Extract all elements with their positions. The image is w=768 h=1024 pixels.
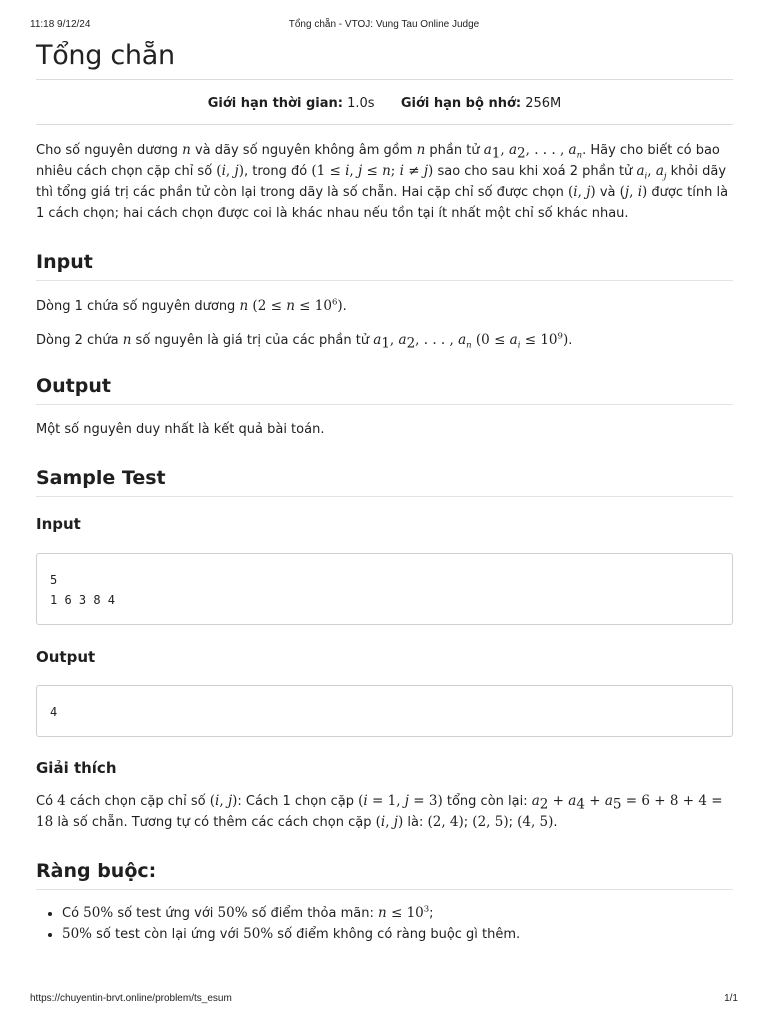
print-page-number: 1/1	[724, 993, 738, 1004]
constraints-list	[36, 903, 733, 945]
constraints-heading: Ràng buộc:	[36, 860, 733, 890]
problem-statement: Cho số nguyên dương n và dãy số nguyên không âm gồm n phần tử $a_1$, $a_2$, . . . , $a_n$. Hãy cho biết có bao nhiêu cách chọn cặp chỉ số (i, j), trong đó (1 ≤ i, j ≤ n; i ≠ j) sao cho sau khi xoá 2 phần tử $a_i$, $a_j$ khỏi dãy thì tổng giá trị các phần tử còn lại trong dãy là số chẵn. Hai cặp chỉ số được chọn (i, j) và (j, i) được tính là 1 cách chọn; hai cách chọn được coi là khác nhau nếu tồn tại ít nhất một chỉ số khác nhau.	[36, 142, 729, 221]
time-limit-value: 1.0s	[347, 96, 375, 111]
sample-test-heading: Sample Test	[36, 467, 733, 497]
print-footer	[30, 993, 738, 1007]
print-header	[30, 19, 738, 33]
constraint-item: • 50% số test còn lại ứng với 50% số điểm không có ràng buộc gì thêm.	[62, 924, 733, 945]
time-limit-label: Giới hạn thời gian:	[207, 96, 343, 111]
sample-input-box[interactable]: 5 1 6 3 8 4	[36, 553, 733, 625]
output-description: Một số nguyên duy nhất là kết quả bài toán.	[36, 422, 325, 437]
memory-limit-label: Giới hạn bộ nhớ:	[400, 96, 522, 111]
sample-output-label: Output	[36, 648, 96, 666]
problem-limits	[36, 80, 733, 125]
constraint-item: • Có 50% số test ứng với 50% số điểm thỏa mãn: $n \le 10^3$;	[62, 903, 733, 924]
input-heading: Input	[36, 251, 733, 281]
problem-content	[36, 36, 733, 945]
print-url[interactable]: https://chuyentin-brvt.online/problem/ts_esum	[30, 993, 232, 1004]
problem-title: Tổng chẵn	[36, 36, 733, 80]
input-line-2: Dòng 2 chứa n số nguyên là giá trị của các phần tử $a_1$, $a_2$, . . . , $a_n$ $(0 \le a_i \le 10^9)$.	[36, 331, 573, 352]
input-line-1: Dòng 1 chứa số nguyên dương n $(2 \le n \le 10^6)$.	[36, 297, 347, 314]
print-timestamp: 11:18 9/12/24	[30, 19, 91, 30]
explanation-text: Có 4 cách chọn cặp chỉ số (i, j): Cách 1 chọn cặp (i = 1, j = 3) tổng còn lại: $a_2 + a_4 + a_5 = 6 + 8 + 4 = 18$ là số chẵn. Tương tự có thêm các cách chọn cặp (i, j) là: (2, 4); (2, 5); (4, 5).	[36, 793, 723, 830]
sample-output-box[interactable]: 4	[36, 685, 733, 737]
explanation-label: Giải thích	[36, 759, 117, 777]
memory-limit-value: 256M	[525, 96, 562, 111]
sample-input-label: Input	[36, 515, 81, 533]
output-heading: Output	[36, 375, 733, 405]
print-document-title: Tổng chẵn - VTOJ: Vung Tau Online Judge	[288, 19, 480, 30]
